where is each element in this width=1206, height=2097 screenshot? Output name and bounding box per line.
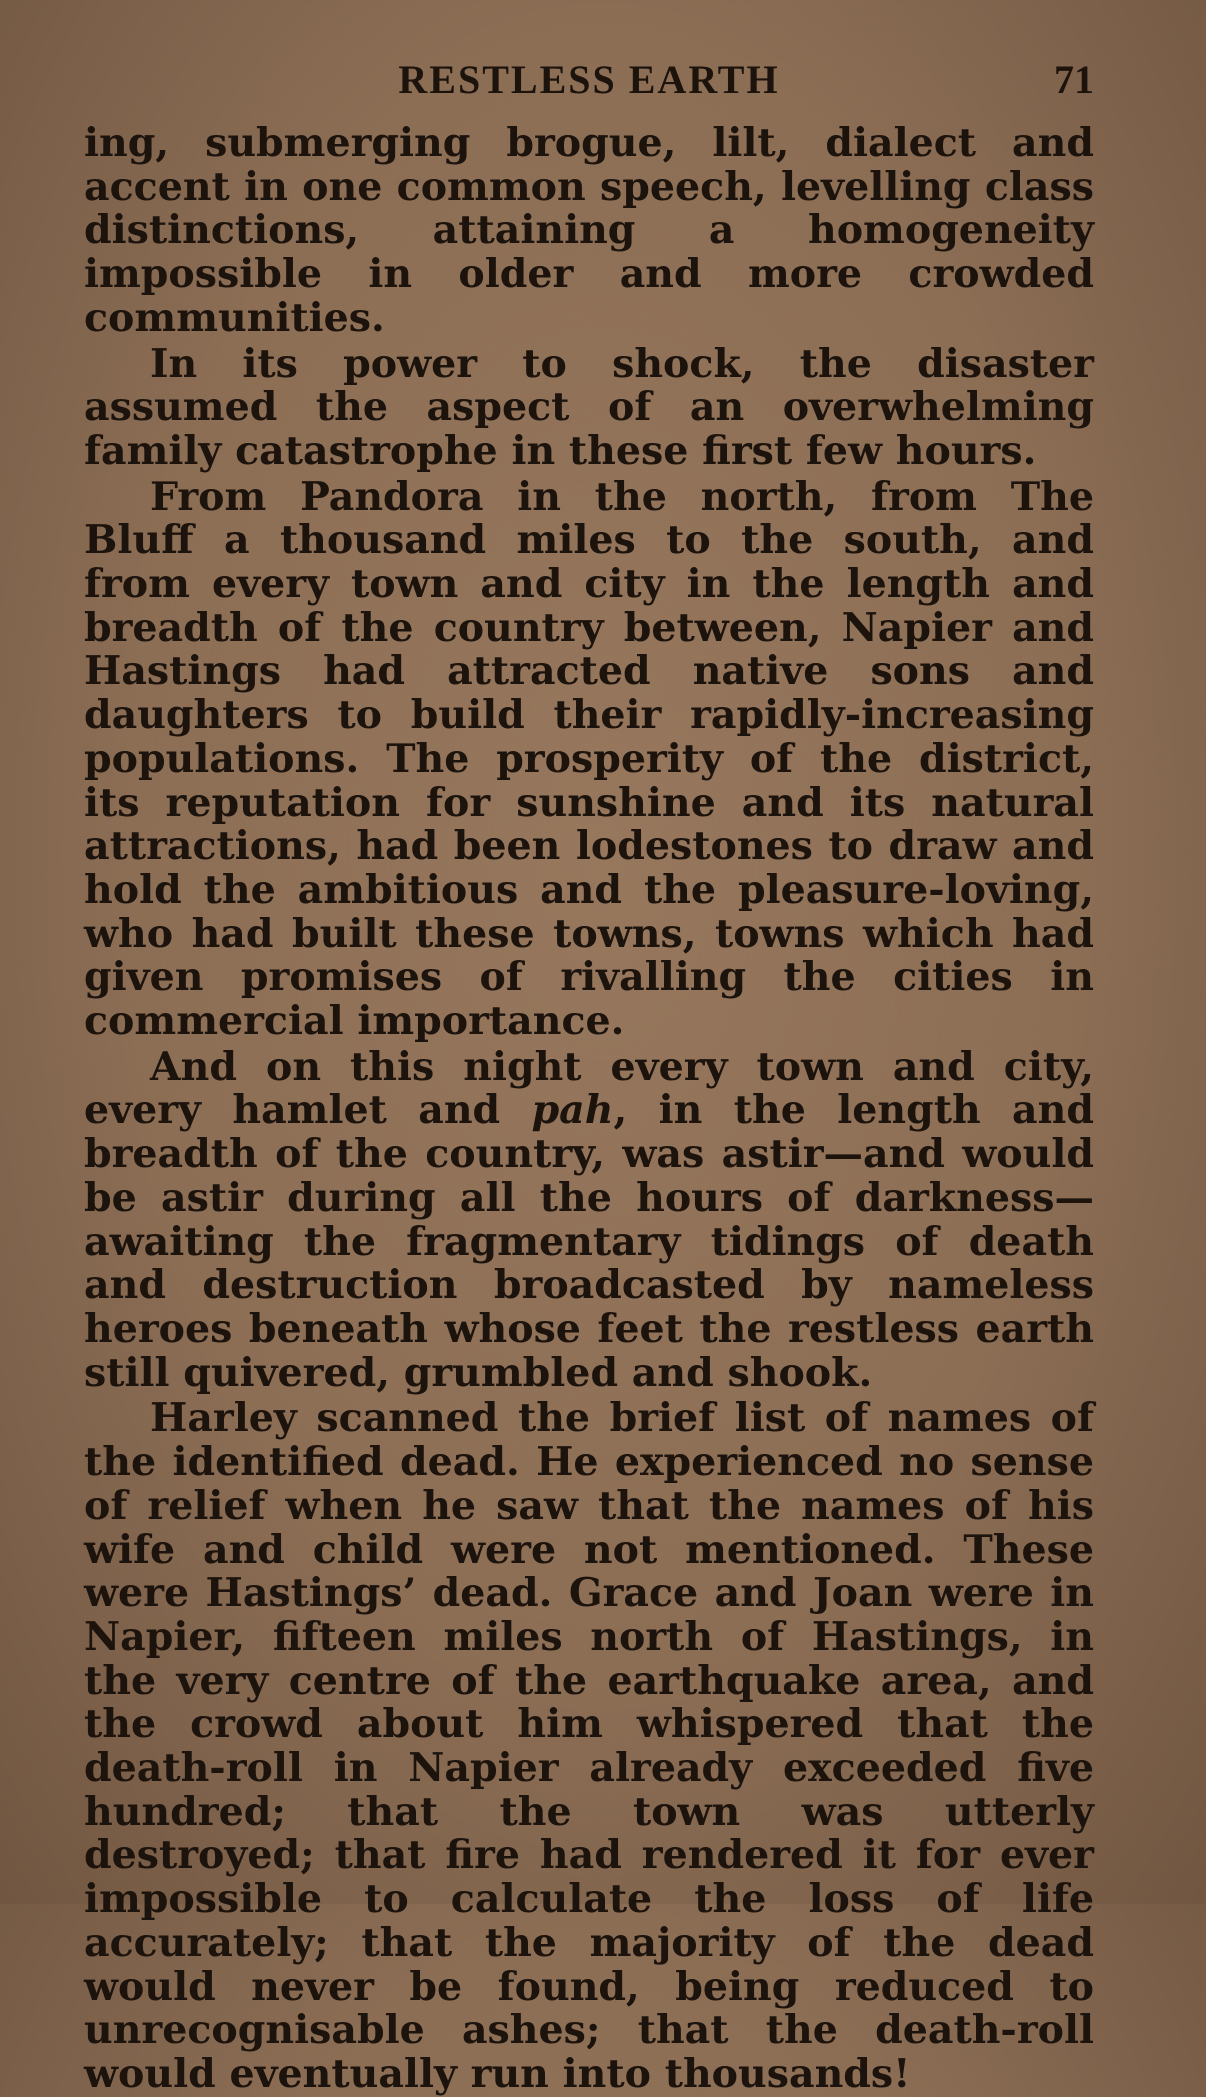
paragraph-4-start: And on this night every town and city, every hamlet and [84,1043,1094,1134]
page-number: 71 [1054,57,1094,102]
italic-word-pah: pah [531,1087,614,1134]
paragraph-3: From Pandora in the north, from The Bluff a thousand miles to the south, and from every town and city in the length and breadth of the country between, Napier and Hastings had attracted native sons and daughters to build their rapidly-increasing populations. The prosperity of the district, its reputation for sunshine and its natural attractions, had been lodestones to draw and hold the ambitious and the pleasure-loving, who had built these towns, towns which had given promises of rivalling the cities in commercial importance. [84,473,1094,1045]
paragraph-5: Harley scanned the brief list of names of the identified dead. He experienced no sense of relief when he saw that the names of his wife and child were not mentioned. These were Hastings’ dead. Grace and Joan were in Napier, fifteen miles north of Hastings, in the very centre of the earthquake area, and the crowd about him whispered that the death-roll in Napier already exceeded five hundred; that the town was utterly destroyed; that fire had rendered it for ever impossible to calculate the loss of life accurately; that the majority of the dead would never be found, being reduced to unrecognisable ashes; that the death-roll would eventually run into thousands! [84,1395,1094,2097]
paragraph-1: ing, submerging brogue, lilt, dialect and accent in one common speech, levelling class distinctions, attaining a homogeneity impossible in older and more crowded communities. [84,120,1094,341]
paragraph-2: In its power to shock, the disaster assumed the aspect of an overwhelming family catastrophe in these first few hours. [84,340,1094,474]
paragraph-4 [84,1043,1094,1396]
running-title: RESTLESS EARTH [398,57,780,102]
page-header [84,56,1094,106]
paragraph-4-end: , in the length and breadth of the country, was astir—and would be astir during all the hours of darkness—awaiting the fragmentary tidings of death and destruction broadcasted by nameless heroes beneath whose feet the restless earth still quivered, grumbled and shook. [84,1087,1094,1396]
body-text [84,122,1094,2097]
